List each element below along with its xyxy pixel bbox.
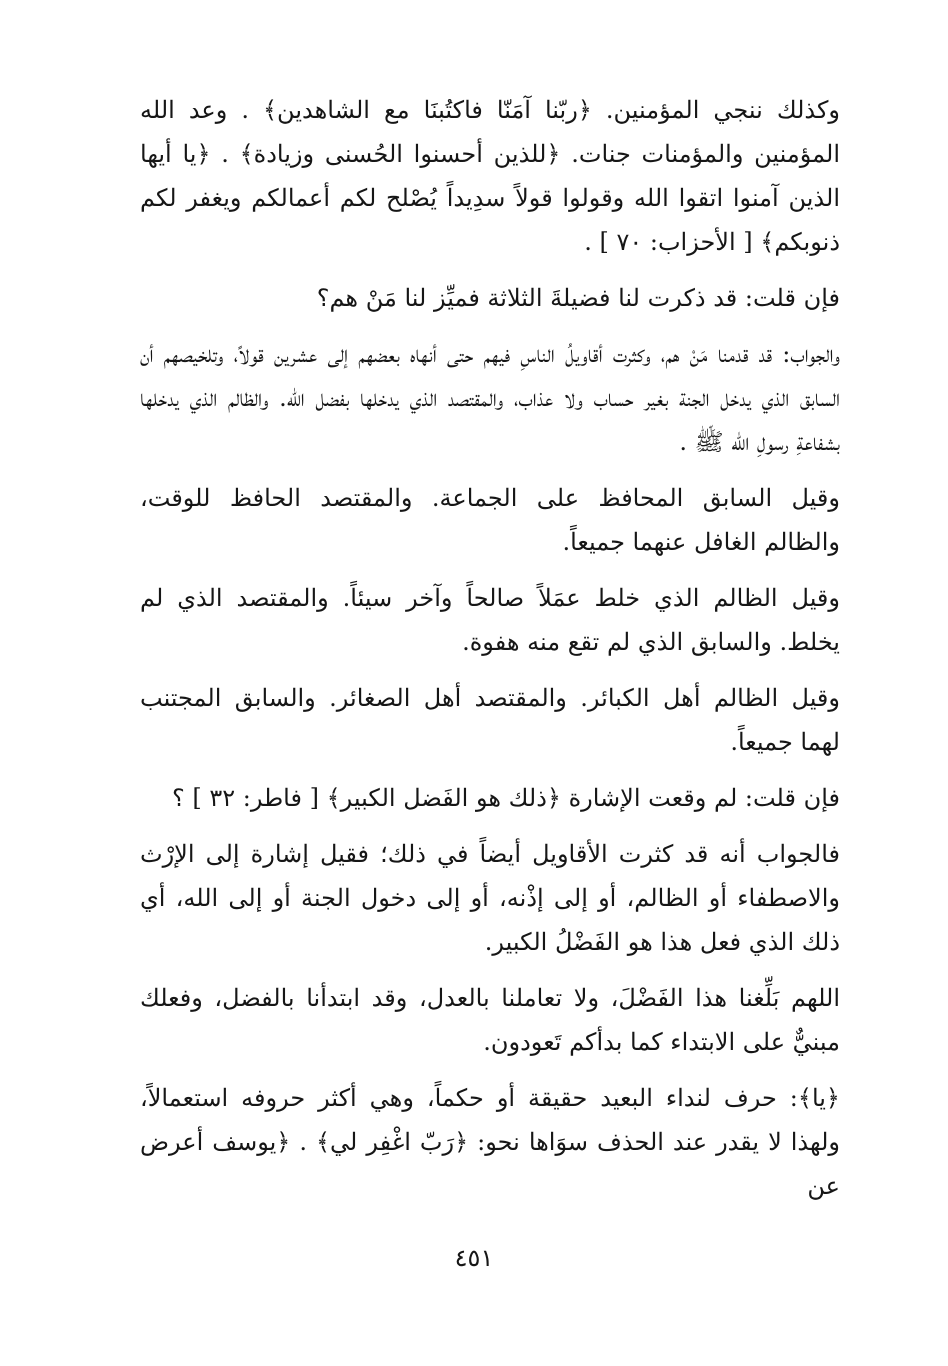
paragraph-2: فإن قلت: قد ذكرت لنا فضيلةَ الثلاثة فميِّز لنا مَنْ هم؟ [316, 284, 840, 312]
paragraph-1: وكذلك ننجي المؤمنين. ﴿ربّنا آمَنّا فاكتُبنَا مع الشاهدين﴾ . وعد الله المؤمنين والمؤمنات جنات. ﴿للذين أحسنوا الحُسنى وزيادة﴾ . ﴿يا أيها الذين آمنوا اتقوا الله وقولوا قولاً سدِيداً يُصْلح لكم أعمالكم ويغفر لكم ذنوبكم﴾ [ الأحزاب: ٧٠ ] . [140, 96, 840, 256]
page-number: ٤٥١ [454, 1244, 494, 1272]
paragraph-8: فالجواب أنه قد كثرت الأقاويل أيضاً في ذلك؛ فقيل إشارة إلى الإرْث والاصطفاء أو الظالم، أو إلى إذْنه، أو إلى دخول الجنة أو إلى الله، أي ذلك الذي فعل هذا هو الفَضْلُ الكبير. [140, 840, 840, 956]
paragraph-9: اللهم بَلِّغنا هذا الفَضْلَ، ولا تعاملنا بالعدل، وقد ابتدأنا بالفضل، وفعلك مبنيٌّ على الابتداء كما بدأكم تَعودون. [140, 984, 840, 1056]
paragraph-3: والجواب: قد قدمنا مَنْ هم، وكثرت أقاويلُ الناسِ فيهم حتى أنهاه بعضهم إلى عشرين قولاً، وتلخيصهم أن السابق الذي يدخل الجنة بغير حساب ولا عذاب، والمقتصد الذي يدخلها بفضل الله. والظالم الذي يدخلها بشفاعةِ رسولِ الله ﷺ . [140, 340, 840, 456]
paragraph-7: فإن قلت: لم وقعت الإشارة ﴿ذلك هو الفَضل الكبير﴾ [ فاطر: ٣٢ ] ؟ [171, 784, 840, 812]
paragraph-10: ﴿يا﴾: حرف لنداء البعيد حقيقة أو حكماً، وهي أكثر حروفه استعمالاً، ولهذا لا يقدر عند الحذف سوَاها نحو: ﴿رَبّ اغْفِر لي﴾ . ﴿يوسف أعرض عن [140, 1084, 840, 1200]
paragraph-4: وقيل السابق المحافظ على الجماعة. والمقتصد الحافظ للوقت، والظالم الغافل عنهما جميعاً. [140, 484, 840, 556]
page-body [140, 88, 840, 1208]
paragraph-5: وقيل الظالم الذي خلط عمَلاً صالحاً وآخر سيئاً. والمقتصد الذي لم يخلط. والسابق الذي لم تقع منه هفوة. [140, 584, 840, 656]
paragraph-6: وقيل الظالم أهل الكبائر. والمقتصد أهل الصغائر. والسابق المجتنب لهما جميعاً. [140, 684, 840, 756]
